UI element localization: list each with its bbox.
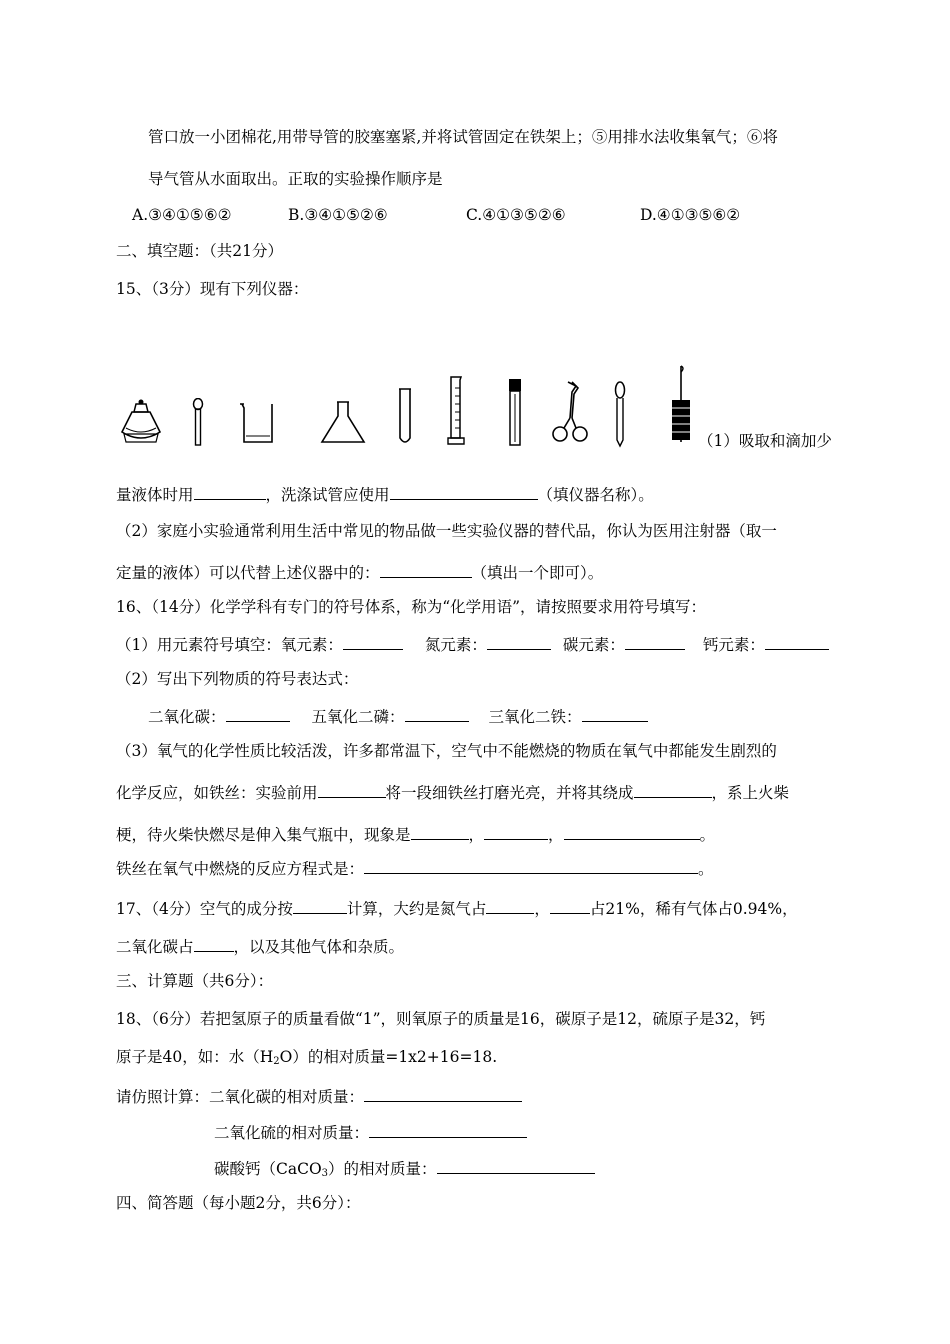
q16-p2-items: 二氧化碳： 五氧化二磷： 三氧化二铁： [148,704,648,728]
q15-p2-b: 定量的液体）可以代替上述仪器中的： （填出一个即可）。 [116,560,603,584]
answer-blank[interactable] [405,704,469,722]
answer-blank[interactable] [484,822,548,840]
q17-b: 二氧化碳占 ，以及其他气体和杂质。 [116,934,404,958]
answer-blank[interactable] [226,704,290,722]
answer-blank[interactable] [765,632,829,650]
rubber-dropper-icon [612,380,628,448]
q18-c1: 请仿照计算：二氧化碳的相对质量： [116,1084,522,1108]
answer-blank[interactable] [564,822,700,840]
answer-blank[interactable] [634,780,712,798]
section3-title: 三、计算题（共6分）： [116,972,274,990]
q16-p3-a: （3）氧气的化学性质比较活泼，许多都常温下，空气中不能燃烧的物质在氧气中都能发生剧烈的 [116,742,777,760]
answer-blank[interactable] [194,482,266,500]
option-a: A.③④①⑤⑥② [132,206,232,224]
q14-line1: 管口放一小团棉花,用带导管的胶塞塞紧,并将试管固定在铁架上；⑤用排水法收集氧气；⑥将 [148,128,778,146]
answer-blank[interactable] [364,1084,522,1102]
q16-intro: 16、（14分）化学学科有专门的符号体系，称为“化学用语”，请按照要求用符号填写： [116,598,707,616]
q15-p2-a: （2）家庭小实验通常利用生活中常见的物品做一些实验仪器的替代品，你认为医用注射器（取一 [116,522,777,540]
answer-blank[interactable] [194,934,234,952]
section4-title: 四、简答题（每小题2分，共6分）： [116,1194,361,1212]
graduated-cylinder-icon [446,374,468,448]
dropper-icon [190,398,206,448]
answer-blank[interactable] [411,822,469,840]
option-d: D.④①③⑤⑥② [640,206,741,224]
q18-b: 原子是40，如：水$(H_2O)$的相对质量=1x2+16=18. [116,1048,498,1067]
answer-blank[interactable] [625,632,685,650]
answer-blank[interactable] [293,896,347,914]
answer-blank[interactable] [318,780,386,798]
answer-blank[interactable] [390,482,538,500]
q16-p2-label: （2）写出下列物质的符号表达式： [116,670,359,688]
gas-jar-icon [506,376,524,448]
option-c: C.④①③⑤②⑥ [466,206,566,224]
test-tube-icon [396,386,414,448]
answer-blank[interactable] [486,896,534,914]
q16-p3-b: 化学反应，如铁丝：实验前用 将一段细铁丝打磨光亮，并将其绕成 ，系上火柴 [116,780,789,804]
test-tube-brush-icon [668,364,694,448]
alcohol-lamp-icon [116,398,166,448]
answer-blank[interactable] [582,704,648,722]
q18-c2: 二氧化硫的相对质量： [214,1120,527,1144]
option-b: B.③④①⑤②⑥ [288,206,388,224]
answer-blank[interactable] [364,856,698,874]
q18-c3: 碳酸钙（CaCO$_3$）的相对质量： [214,1156,595,1185]
q15-p1-a: （1）吸取和滴加少 [698,432,832,450]
q16-p3-d: 铁丝在氧气中燃烧的反应方程式是： 。 [116,856,714,880]
q17-a: 17、（4分）空气的成分按 计算，大约是氮气占 ， 占21%，稀有气体占0.94%， [116,896,798,920]
answer-blank[interactable] [487,632,551,650]
answer-blank[interactable] [550,896,590,914]
answer-blank[interactable] [369,1120,527,1138]
q15-p1-b: 量液体时用 ，洗涤试管应使用 （填仪器名称）。 [116,482,654,506]
crucible-tongs-icon [548,378,592,448]
answer-blank[interactable] [380,560,472,578]
q14-line2: 导气管从水面取出。正取的实验操作顺序是 [148,170,443,188]
q15-intro: 15、（3分）现有下列仪器： [116,280,309,298]
beaker-icon [238,400,278,446]
section2-title: 二、填空题：（共21分） [116,242,283,260]
instrument-row [112,360,712,450]
conical-flask-icon [318,398,368,448]
q16-p3-c: 梗，待火柴快燃尽是伸入集气瓶中，现象是 ， ， 。 [116,822,715,846]
q18-a: 18、（6分）若把氢原子的质量看做“1”，则氧原子的质量是16，碳原子是12，硫原子是32，钙 [116,1010,766,1028]
answer-blank[interactable] [343,632,403,650]
answer-blank[interactable] [437,1156,595,1174]
q16-p1: （1）用元素符号填空：氧元素： 氮元素： 碳元素： 钙元素： [116,632,829,656]
